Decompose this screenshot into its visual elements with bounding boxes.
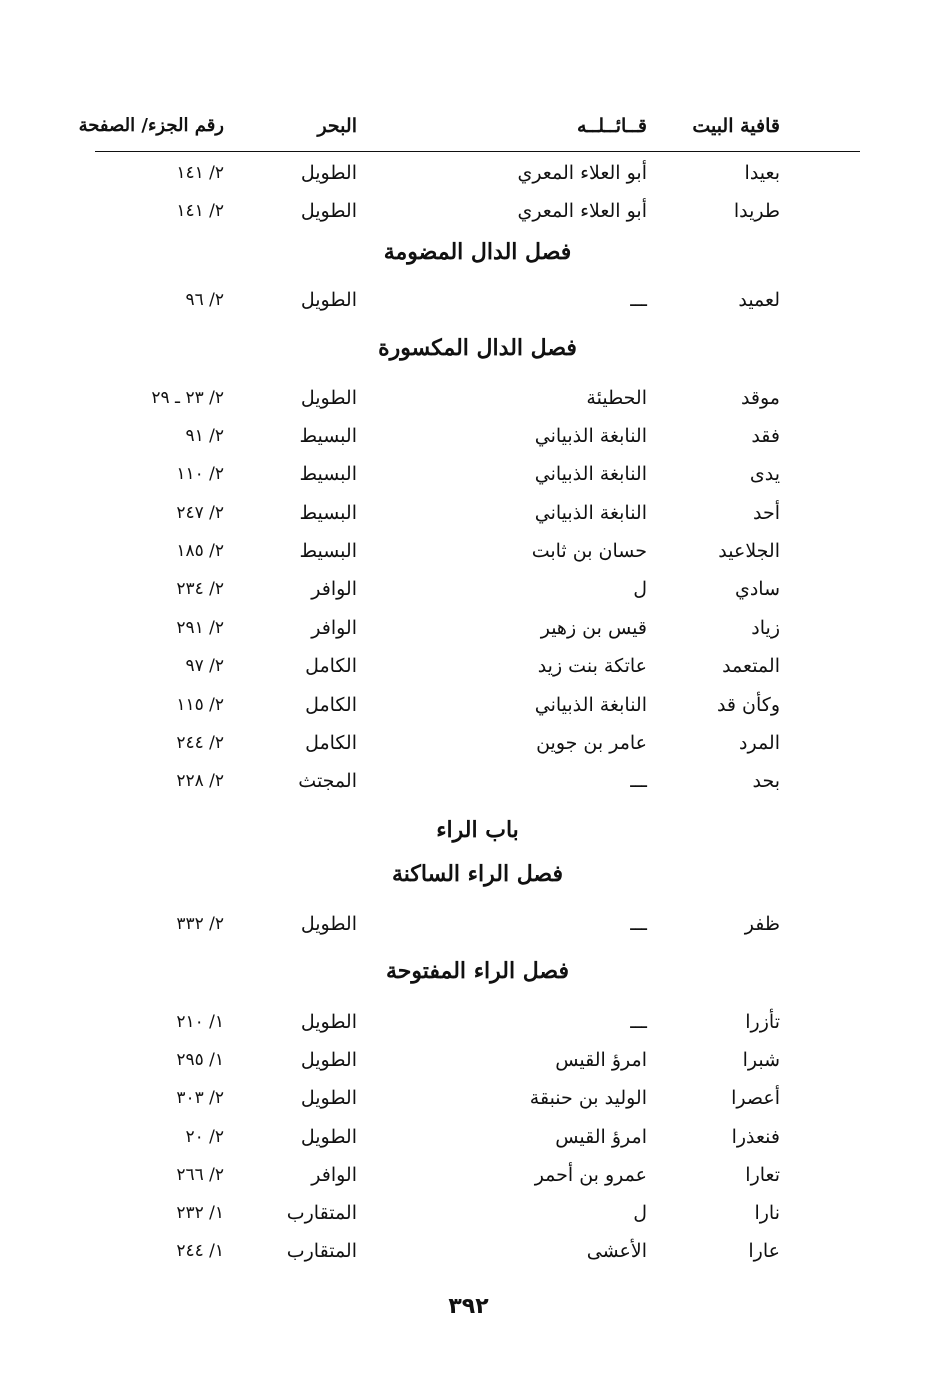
ref-cell: ١/ ٢١٠ [176, 1012, 224, 1032]
bahr-cell: الطويل [300, 200, 357, 222]
bahr-cell: الطويل [300, 387, 357, 409]
qafiya-cell: بحد [752, 770, 780, 792]
qail-cell: النابغة الذبياني [534, 425, 647, 447]
header-rule [95, 151, 860, 152]
table-row [95, 1120, 860, 1154]
ref-cell: ٢/ ٣٠٣ [176, 1088, 224, 1108]
qafiya-cell: أعصرا [731, 1087, 780, 1109]
table-row [95, 1158, 860, 1192]
ref-cell: ٢/ ١١٥ [176, 695, 224, 715]
qail-cell: أبو العلاء المعري [517, 200, 647, 222]
table-row [95, 688, 860, 722]
table-header [78, 112, 860, 146]
bahr-cell: البسيط [299, 540, 357, 562]
header-qail: قــائــلــه [576, 115, 647, 137]
table-row [95, 1043, 860, 1077]
ref-cell: ٢/ ١١٠ [176, 464, 224, 484]
ref-cell: ١/ ٢٤٤ [176, 1241, 224, 1261]
header-qafiya: قافية البيت [692, 115, 780, 137]
qafiya-cell: المرد [739, 732, 780, 754]
qail-cell: الوليد بن حنبقة [529, 1087, 647, 1109]
qafiya-cell: فقد [751, 425, 780, 447]
header-ref: رقم الجزء/ الصفحة [78, 115, 224, 136]
section-heading: فصل الراء الساكنة [391, 861, 564, 887]
qail-cell: النابغة الذبياني [534, 694, 647, 716]
qafiya-cell: المتعمد [722, 655, 780, 677]
ref-cell: ٢/ ٢٣ ـ ٢٩ [151, 388, 224, 408]
ref-cell: ٢/ ١٤١ [176, 201, 224, 221]
ref-cell: ١/ ٢٣٢ [176, 1203, 224, 1223]
table-row [95, 1234, 860, 1268]
ref-cell: ٢/ ٣٣٢ [176, 914, 224, 934]
qafiya-cell: بعيدا [744, 162, 780, 184]
table-row [95, 534, 860, 568]
bahr-cell: الطويل [300, 162, 357, 184]
bahr-cell: الوافر [311, 578, 357, 600]
bahr-cell: البسيط [299, 463, 357, 485]
section-heading: فصل الدال المضومة [383, 239, 572, 265]
table-row [95, 419, 860, 453]
bahr-cell: المجتث [298, 770, 357, 792]
header-bahr: البحر [317, 115, 357, 137]
bahr-cell: البسيط [299, 502, 357, 524]
qail-cell: عامر بن جوين [536, 732, 647, 754]
qafiya-cell: الجلاعيد [718, 540, 780, 562]
bahr-cell: الكامل [305, 655, 357, 677]
qail-cell: حسان بن ثابت [531, 540, 647, 562]
bahr-cell: الطويل [300, 1011, 357, 1033]
table-row [95, 1081, 860, 1115]
qail-cell: عاتكة بنت زيد [537, 655, 647, 677]
bahr-cell: الكامل [305, 732, 357, 754]
table-row [95, 156, 860, 190]
qail-cell: امرؤ القيس [555, 1126, 647, 1148]
ref-cell: ٢/ ٢٤٤ [176, 733, 224, 753]
qail-cell: ـــ [630, 289, 647, 311]
ref-cell: ٢/ ٩٧ [185, 656, 224, 676]
qail-cell: النابغة الذبياني [534, 463, 647, 485]
qail-cell: قيس بن زهير [540, 617, 647, 639]
bahr-cell: الطويل [300, 289, 357, 311]
qail-cell: أبو العلاء المعري [517, 162, 647, 184]
bahr-cell: الوافر [311, 1164, 357, 1186]
table-row [95, 764, 860, 798]
qail-cell: ـــ [630, 1011, 647, 1033]
qail-cell: الأعشى [586, 1240, 647, 1262]
qafiya-cell: تعارا [745, 1164, 780, 1186]
ref-cell: ٢/ ٢٠ [185, 1127, 224, 1147]
ref-cell: ٢/ ٢٦٦ [176, 1165, 224, 1185]
table-row [95, 572, 860, 606]
bahr-cell: الطويل [300, 1126, 357, 1148]
section-heading: باب الراء [436, 817, 519, 843]
ref-cell: ٢/ ٢٤٧ [176, 503, 224, 523]
table-row [95, 1005, 860, 1039]
qail-cell: ـــ [630, 913, 647, 935]
ref-cell: ٢/ ٢٩١ [176, 618, 224, 638]
qail-cell: امرؤ القيس [555, 1049, 647, 1071]
qail-cell: النابغة الذبياني [534, 502, 647, 524]
table-row [95, 907, 860, 941]
table-row [95, 457, 860, 491]
qail-cell: ـــ [630, 770, 647, 792]
ref-cell: ٢/ ١٨٥ [176, 541, 224, 561]
bahr-cell: الطويل [300, 1049, 357, 1071]
bahr-cell: الطويل [300, 913, 357, 935]
bahr-cell: الوافر [311, 617, 357, 639]
qafiya-cell: موقد [740, 387, 780, 409]
qafiya-cell: سادي [734, 578, 780, 600]
table-row [95, 649, 860, 683]
bahr-cell: المتقارب [286, 1240, 357, 1262]
ref-cell: ٢/ ٢٣٤ [176, 579, 224, 599]
table-row [95, 283, 860, 317]
table-row [95, 1196, 860, 1230]
table-row [95, 496, 860, 530]
section-heading: فصل الدال المكسورة [378, 335, 577, 361]
qafiya-cell: شبرا [742, 1049, 780, 1071]
qafiya-cell: يدى [749, 463, 780, 485]
qafiya-cell: زياد [751, 617, 780, 639]
bahr-cell: الطويل [300, 1087, 357, 1109]
section-heading: فصل الراء المفتوحة [385, 958, 570, 984]
ref-cell: ٢/ ٩٦ [185, 290, 224, 310]
bahr-cell: الكامل [305, 694, 357, 716]
page-number: ٣٩٢ [448, 1294, 489, 1319]
qafiya-cell: أحد [753, 502, 780, 524]
ref-cell: ١/ ٢٩٥ [176, 1050, 224, 1070]
qafiya-cell: طريدا [733, 200, 780, 222]
qail-cell: الحطيئة [586, 387, 647, 409]
qafiya-cell: لعميد [738, 289, 780, 311]
bahr-cell: البسيط [299, 425, 357, 447]
table-row [95, 194, 860, 228]
table-row [95, 726, 860, 760]
qail-cell: ل [633, 1202, 647, 1224]
ref-cell: ٢/ ٩١ [185, 426, 224, 446]
ref-cell: ٢/ ٢٢٨ [176, 771, 224, 791]
qafiya-cell: ظفر [744, 913, 780, 935]
qafiya-cell: وكأن قد [716, 694, 780, 716]
qail-cell: عمرو بن أحمر [534, 1164, 647, 1186]
table-row [95, 381, 860, 415]
ref-cell: ٢/ ١٤١ [176, 163, 224, 183]
qafiya-cell: نارا [754, 1202, 780, 1224]
qail-cell: ل [633, 578, 647, 600]
table-row [95, 611, 860, 645]
qafiya-cell: تأزرا [745, 1011, 780, 1033]
qafiya-cell: عارا [748, 1240, 780, 1262]
bahr-cell: المتقارب [286, 1202, 357, 1224]
qafiya-cell: فنعذرا [731, 1126, 780, 1148]
